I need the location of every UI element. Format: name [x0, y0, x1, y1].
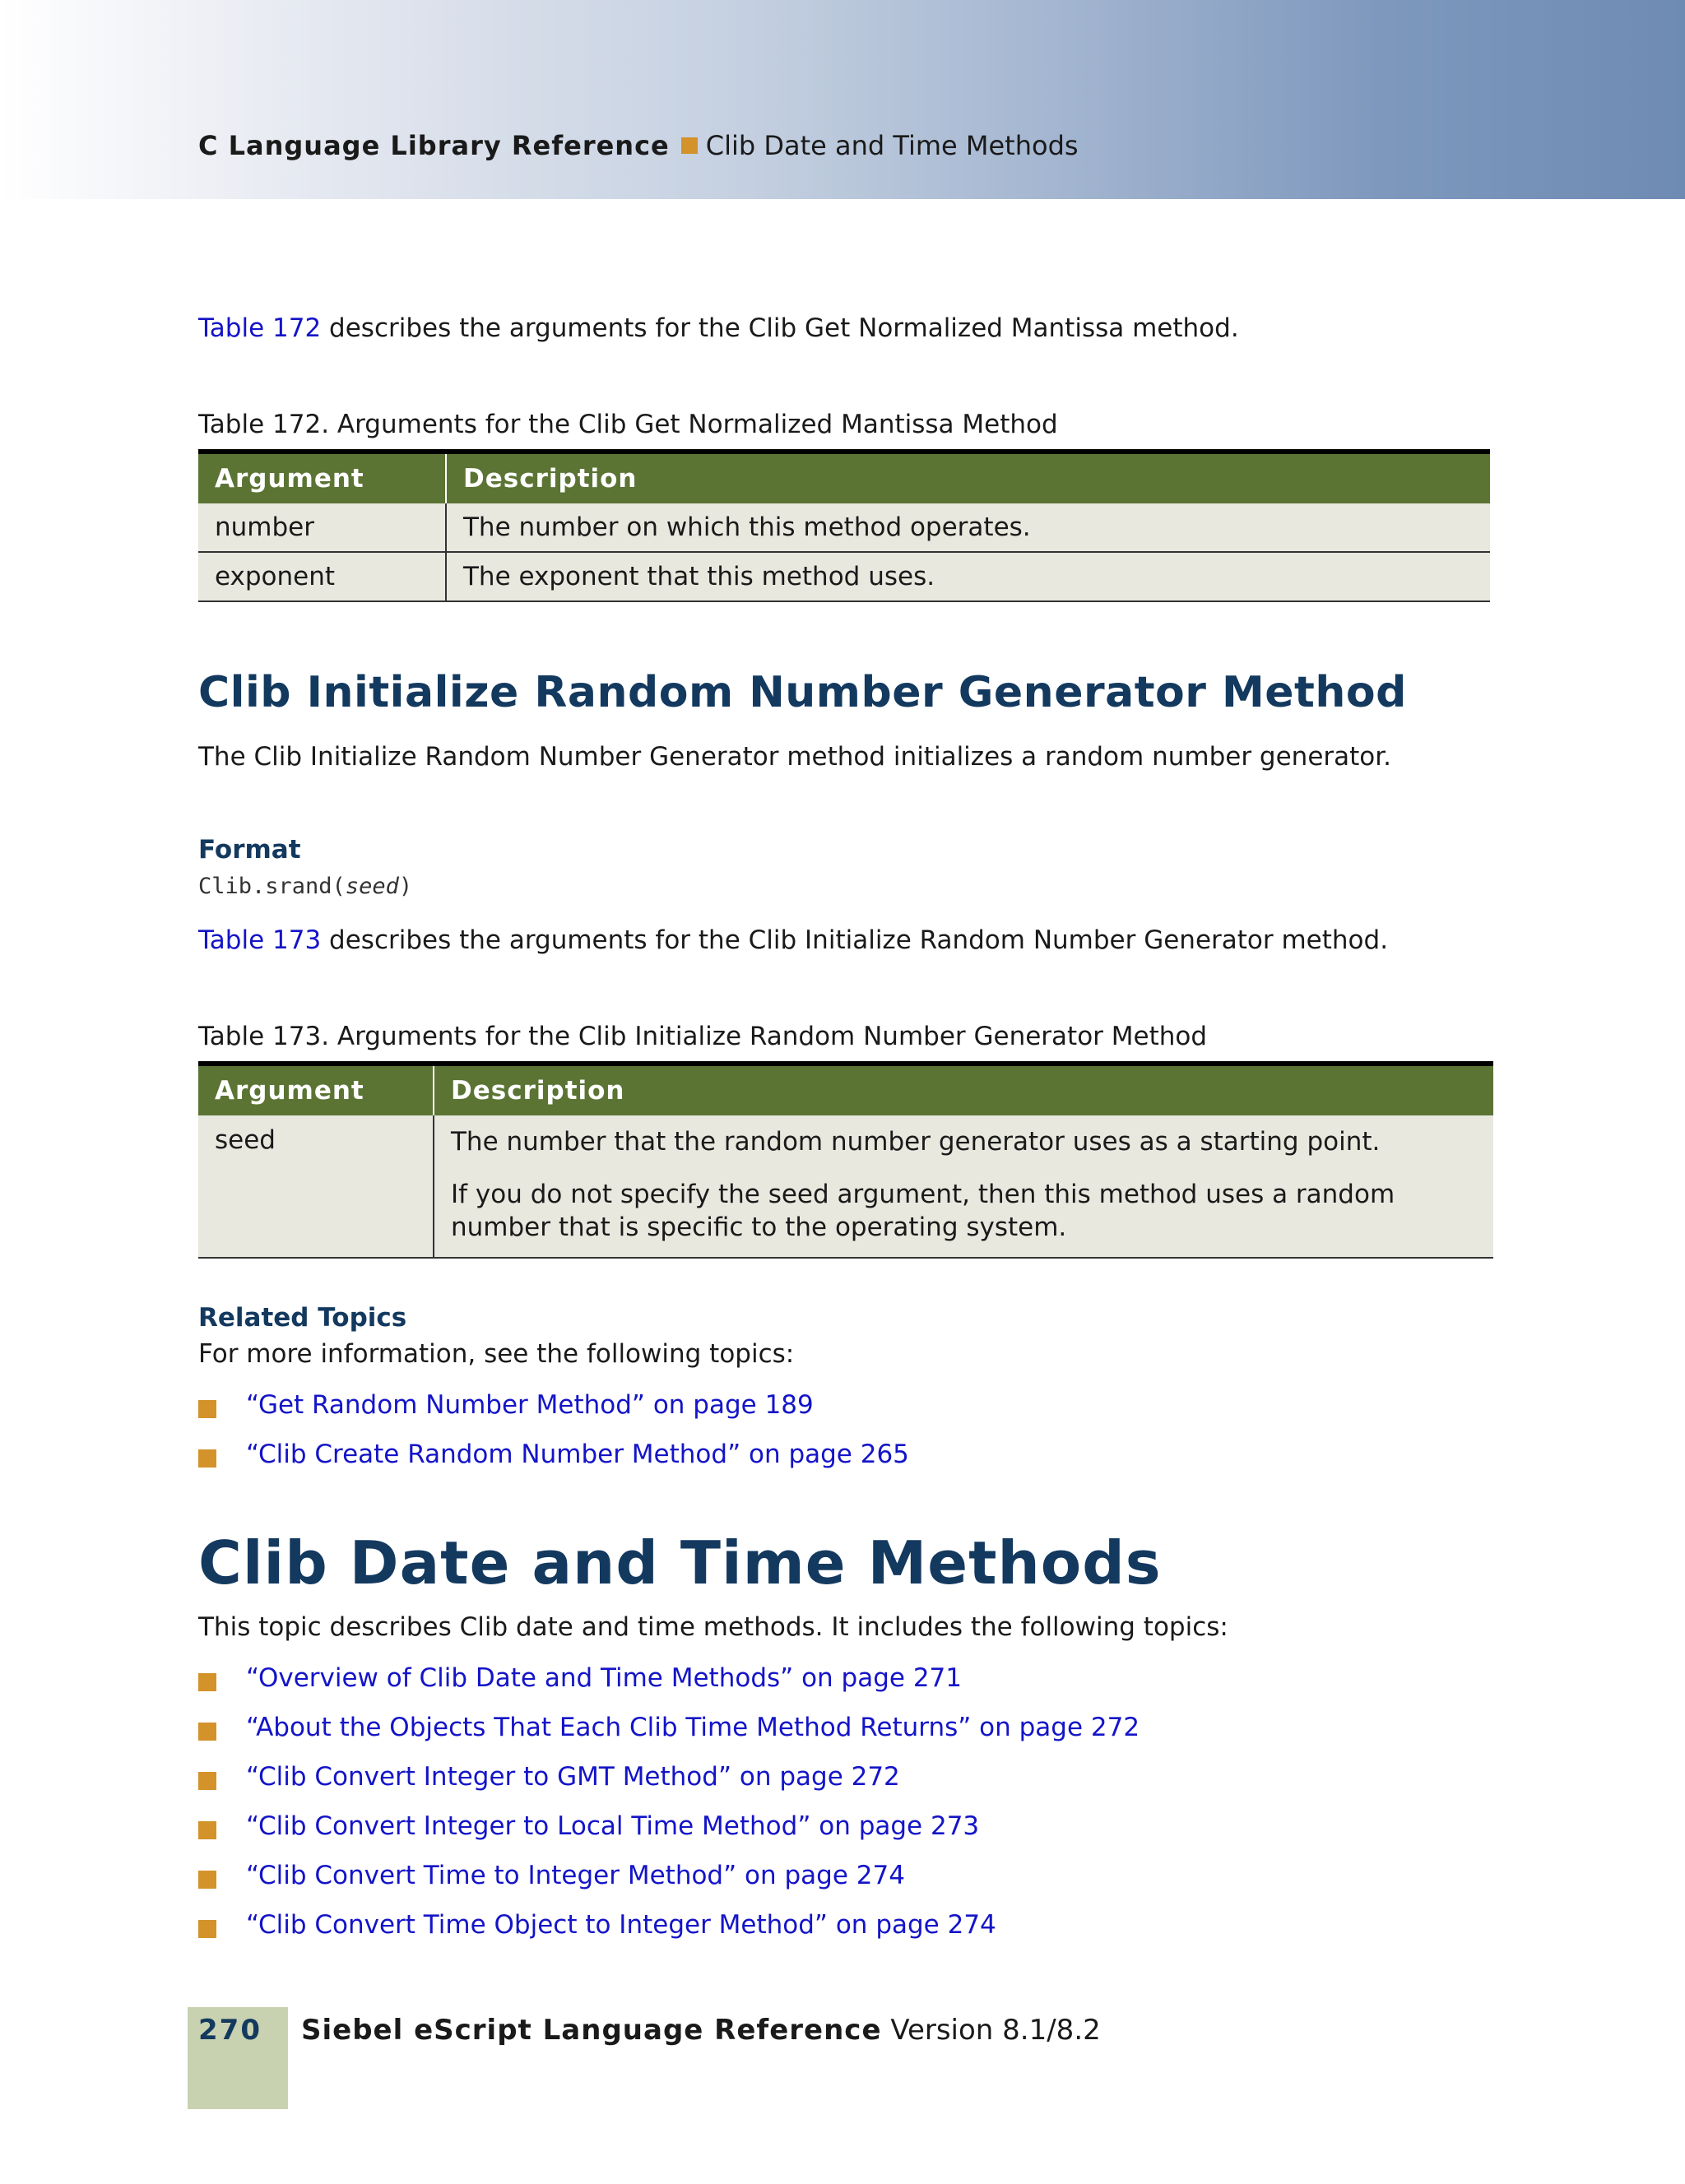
header-chapter: C Language Library Reference: [198, 130, 670, 161]
cell-argument: seed: [198, 1115, 434, 1258]
description-line: number that is specific to the operating system.: [451, 1213, 1067, 1242]
section-title-datetime: Clib Date and Time Methods: [198, 1528, 1162, 1597]
table173: [198, 1061, 1493, 1259]
datetime-description: This topic describes Clib date and time methods. It includes the following topics:: [198, 1612, 1228, 1642]
table172-intro: [198, 313, 1239, 343]
code-arg: seed: [345, 874, 399, 899]
table172-intro-text: describes the arguments for the Clib Get Normalized Mantissa method.: [321, 313, 1239, 343]
topic-link[interactable]: “Overview of Clib Date and Time Methods” on page 271: [246, 1663, 962, 1693]
table-header-row: [198, 1064, 1493, 1115]
column-header-description: Description: [434, 1064, 1493, 1115]
bullet-icon: [198, 1723, 216, 1741]
column-header-description: Description: [446, 452, 1490, 503]
header-banner: [0, 0, 1685, 199]
cell-description: The exponent that this method uses.: [446, 552, 1490, 601]
topic-link[interactable]: “Clib Convert Integer to Local Time Method” on page 273: [246, 1811, 980, 1841]
code-suffix: ): [398, 874, 413, 899]
column-header-argument: Argument: [198, 452, 446, 503]
table173-intro: [198, 925, 1388, 955]
topic-link[interactable]: “Clib Convert Integer to GMT Method” on page 272: [246, 1762, 900, 1792]
table172-caption: Table 172. Arguments for the Clib Get Normalized Mantissa Method: [198, 410, 1058, 439]
topic-link[interactable]: “Clib Convert Time to Integer Method” on page 274: [246, 1861, 905, 1890]
topic-link[interactable]: “Clib Convert Time Object to Integer Method” on page 274: [246, 1910, 996, 1940]
srand-description: The Clib Initialize Random Number Generator method initializes a random number generator.: [198, 742, 1392, 772]
header-section: Clib Date and Time Methods: [705, 130, 1079, 161]
section-title-srand: Clib Initialize Random Number Generator Method: [198, 668, 1407, 717]
cell-description: [434, 1115, 1493, 1258]
topic-link[interactable]: “About the Objects That Each Clib Time Method Returns” on page 272: [246, 1713, 1140, 1742]
header-square-icon: [681, 137, 698, 154]
table172: [198, 449, 1490, 602]
table172-link[interactable]: Table 172: [198, 313, 322, 343]
table-row: [198, 503, 1490, 552]
table173-caption: Table 173. Arguments for the Clib Initialize Random Number Generator Method: [198, 1022, 1208, 1051]
related-link[interactable]: “Get Random Number Method” on page 189: [246, 1390, 814, 1420]
table173-intro-text: describes the arguments for the Clib Initialize Random Number Generator method.: [321, 925, 1389, 955]
bullet-icon: [198, 1871, 216, 1889]
format-heading: Format: [198, 835, 301, 865]
bullet-icon: [198, 1772, 216, 1790]
table-row: [198, 1115, 1493, 1258]
running-header: [198, 130, 1079, 161]
related-topics-text: For more information, see the following topics:: [198, 1339, 795, 1369]
table-header-row: [198, 452, 1490, 503]
footer-book-info: [301, 2014, 1101, 2047]
footer-version: Version 8.1/8.2: [881, 2014, 1101, 2047]
bullet-icon: [198, 1449, 216, 1468]
related-link[interactable]: “Clib Create Random Number Method” on page 265: [246, 1440, 909, 1469]
bullet-icon: [198, 1920, 216, 1938]
description-line: The number that the random number generator uses as a starting point.: [451, 1127, 1381, 1157]
cell-argument: exponent: [198, 552, 446, 601]
footer-book-title: Siebel eScript Language Reference: [301, 2014, 882, 2047]
column-header-argument: Argument: [198, 1064, 434, 1115]
related-topics-heading: Related Topics: [198, 1303, 407, 1333]
code-prefix: Clib.srand(: [198, 874, 346, 899]
format-code: [198, 874, 412, 899]
cell-argument: number: [198, 503, 446, 552]
description-line: If you do not specify the seed argument, then this method uses a random: [451, 1180, 1395, 1209]
table-row: [198, 552, 1490, 601]
cell-description: The number on which this method operates.: [446, 503, 1490, 552]
table173-link[interactable]: Table 173: [198, 925, 322, 955]
bullet-icon: [198, 1673, 216, 1691]
bullet-icon: [198, 1400, 216, 1418]
footer-page-number: 270: [198, 2014, 262, 2047]
bullet-icon: [198, 1821, 216, 1839]
